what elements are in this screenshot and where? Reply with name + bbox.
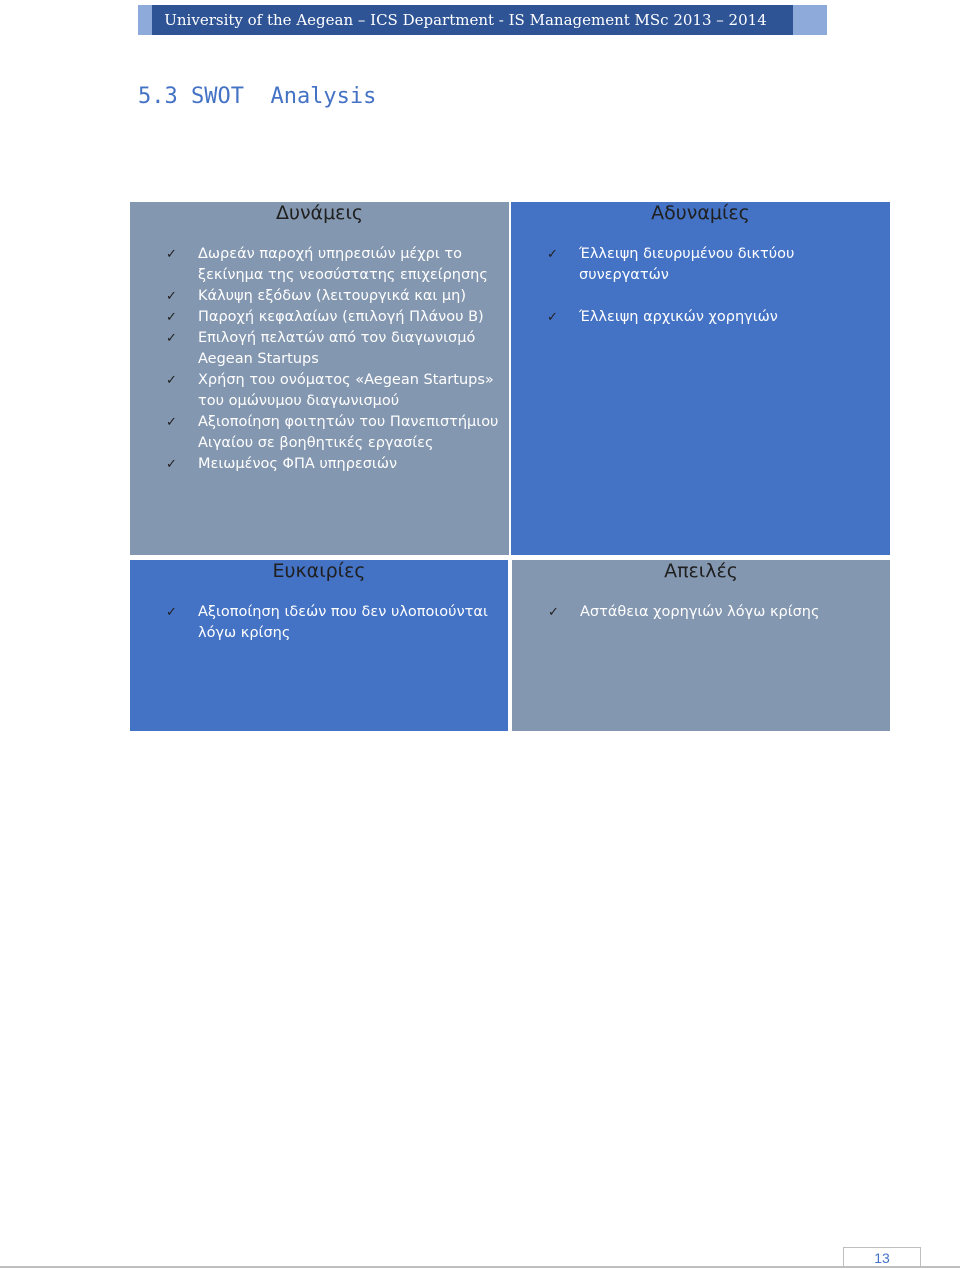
check-icon: ✓ — [166, 247, 177, 262]
check-icon: ✓ — [547, 247, 558, 262]
check-icon: ✓ — [166, 289, 177, 304]
list-item — [166, 454, 501, 475]
check-icon: ✓ — [166, 605, 177, 620]
list-item — [166, 370, 501, 412]
list-item — [166, 602, 500, 644]
item-text: Έλλειψη διευρυμένου δικτύου συνεργατών — [579, 246, 795, 283]
page-header — [138, 5, 827, 35]
check-icon: ✓ — [547, 310, 558, 325]
item-text: Μειωμένος ΦΠΑ υπηρεσιών — [198, 456, 398, 472]
section-title: 5.3 SWOT Analysis — [138, 84, 377, 109]
item-text: Κάλυψη εξόδων (λειτουργικά και μη) — [198, 288, 466, 304]
opportunities-list — [166, 602, 500, 644]
strengths-title: Δυνάμεις — [275, 202, 364, 224]
threats-quadrant — [512, 560, 890, 731]
weaknesses-quadrant — [511, 202, 890, 555]
check-icon: ✓ — [166, 373, 177, 388]
check-icon: ✓ — [166, 310, 177, 325]
opportunities-title: Ευκαιρίες — [272, 560, 366, 582]
list-item — [166, 286, 501, 307]
check-icon: ✓ — [548, 605, 559, 620]
list-item — [166, 244, 501, 286]
page-number: 13 — [843, 1247, 921, 1267]
footer-rule — [0, 1266, 960, 1268]
check-icon: ✓ — [166, 331, 177, 346]
item-text: Χρήση του ονόματος «Aegean Startups» του ομώνυμου διαγωνισμού — [198, 372, 494, 409]
item-text: Δωρεάν παροχή υπηρεσιών μέχρι το ξεκίνημα της νεοσύστατης επιχείρησης — [198, 246, 488, 283]
list-item — [166, 328, 501, 370]
list-item — [166, 307, 501, 328]
item-text: Αξιοποίηση φοιτητών του Πανεπιστήμιου Αιγαίου σε βοηθητικές εργασίες — [198, 414, 499, 451]
list-item — [548, 602, 882, 623]
strengths-quadrant — [130, 202, 509, 555]
list-item — [547, 244, 882, 286]
threats-title: Απειλές — [664, 560, 738, 582]
list-item — [166, 412, 501, 454]
item-text: Έλλειψη αρχικών χορηγιών — [579, 309, 778, 325]
strengths-list — [166, 244, 501, 475]
header-text: University of the Aegean – ICS Department - IS Management MSc 2013 – 2014 — [164, 11, 767, 29]
list-item — [547, 307, 882, 328]
weaknesses-list — [547, 244, 882, 328]
item-text: Αστάθεια χορηγιών λόγω κρίσης — [580, 604, 820, 620]
check-icon: ✓ — [166, 457, 177, 472]
check-icon: ✓ — [166, 415, 177, 430]
weaknesses-title: Αδυναμίες — [651, 202, 750, 224]
threats-list — [548, 602, 882, 623]
item-text: Επιλογή πελατών από τον διαγωνισμό Aegean Startups — [198, 330, 476, 367]
item-text: Αξιοποίηση ιδεών που δεν υλοποιούνται λόγω κρίσης — [198, 604, 488, 641]
header-accent-right — [793, 5, 827, 35]
item-text: Παροχή κεφαλαίων (επιλογή Πλάνου Β) — [198, 309, 484, 325]
opportunities-quadrant — [130, 560, 508, 731]
